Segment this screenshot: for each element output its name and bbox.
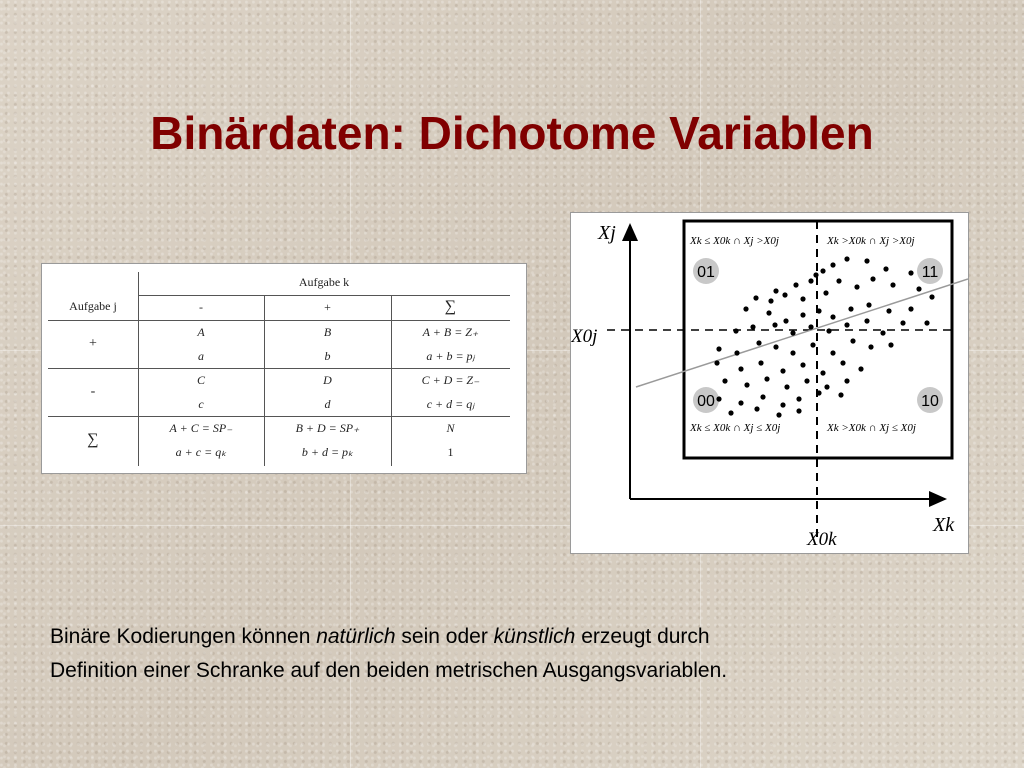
quadrant-condition-11: Xk >X0k ∩ Xj >X0j xyxy=(827,235,915,247)
scatter-point xyxy=(888,342,893,347)
scatter-point xyxy=(753,295,758,300)
quadrant-badge-00 xyxy=(693,387,719,413)
scatter-point xyxy=(738,366,743,371)
scatter-point xyxy=(844,256,849,261)
scatter-point xyxy=(854,284,859,289)
y-axis-label: Xj xyxy=(598,222,616,244)
scatter-point xyxy=(808,278,813,283)
svg-text:11: 11 xyxy=(921,264,939,281)
scatter-point xyxy=(813,272,818,277)
scatter-point xyxy=(734,350,739,355)
table-cell: a + c = qₖ xyxy=(175,445,227,459)
scatter-point xyxy=(716,396,721,401)
scatter-point xyxy=(764,376,769,381)
scatter-diagram xyxy=(570,212,969,554)
scatter-point xyxy=(929,294,934,299)
scatter-point xyxy=(722,378,727,383)
scatter-point xyxy=(796,408,801,413)
table-cell: C xyxy=(196,373,205,387)
table-cell: N xyxy=(446,421,455,435)
scatter-point xyxy=(780,368,785,373)
svg-text:00: 00 xyxy=(697,393,715,410)
scatter-point xyxy=(816,308,821,313)
table-cell: b + d = pₖ xyxy=(301,445,354,459)
table-cell: b xyxy=(324,349,331,363)
scatter-point xyxy=(800,296,805,301)
scatter-point xyxy=(768,298,773,303)
scatter-point xyxy=(826,328,831,333)
scatter-point xyxy=(924,320,929,325)
table-cell: A xyxy=(197,325,205,339)
scatter-point xyxy=(900,320,905,325)
scatter-point xyxy=(780,402,785,407)
table-cell: c xyxy=(198,397,204,411)
scatter-points xyxy=(714,256,934,417)
scatter-point xyxy=(830,262,835,267)
scatter-point xyxy=(864,318,869,323)
scatter-point xyxy=(848,306,853,311)
scatter-point xyxy=(804,378,809,383)
body-line-1 xyxy=(50,620,990,654)
svg-text:10: 10 xyxy=(921,393,939,410)
table-cell: A + B = Z₊ xyxy=(422,325,479,339)
slide-title: Binärdaten: Dichotome Variablen xyxy=(150,107,874,159)
row-label-minus: - xyxy=(90,384,96,399)
scatter-point xyxy=(883,266,888,271)
scatter-point xyxy=(773,344,778,349)
table-cell: D xyxy=(323,373,332,387)
scatter-point xyxy=(844,378,849,383)
quadrant-badge-11 xyxy=(917,258,943,284)
body-text-segment: erzeugt durch xyxy=(575,625,710,648)
y-threshold-label: X0j xyxy=(571,326,598,347)
row-group-header: Aufgabe j xyxy=(69,299,117,313)
scatter-point xyxy=(830,314,835,319)
scatter-point xyxy=(756,340,761,345)
scatter-point xyxy=(844,322,849,327)
scatter-point xyxy=(808,324,813,329)
scatter-point xyxy=(868,344,873,349)
scatter-point xyxy=(772,322,777,327)
scatter-point xyxy=(800,312,805,317)
scatter-point xyxy=(820,268,825,273)
scatter-point xyxy=(850,338,855,343)
scatter-point xyxy=(866,302,871,307)
scatter-point xyxy=(840,360,845,365)
scatter-point xyxy=(916,286,921,291)
scatter-point xyxy=(820,370,825,375)
scatter-point xyxy=(908,306,913,311)
scatter-point xyxy=(773,288,778,293)
table-cell: B xyxy=(323,325,332,339)
body-text-emphasis: künstlich xyxy=(493,625,576,648)
body-line-2: Definition einer Schranke auf den beiden metrischen Ausgangsvariablen. xyxy=(50,659,728,682)
body-text-segment: sein oder xyxy=(395,625,494,648)
quadrant-condition-00: Xk ≤ X0k ∩ Xj ≤ X0j xyxy=(690,422,781,434)
scatter-point xyxy=(824,384,829,389)
scatter-point xyxy=(760,394,765,399)
row-label-plus: + xyxy=(89,336,97,351)
scatter-point xyxy=(776,412,781,417)
col-group-header: Aufgabe k xyxy=(298,275,350,289)
table-cell: 1 xyxy=(447,445,454,459)
scatter-point xyxy=(754,406,759,411)
col-header-minus: - xyxy=(199,300,203,314)
body-text-segment: Binäre Kodierungen können xyxy=(50,625,317,648)
body-text-emphasis: natürlich xyxy=(316,625,396,648)
scatter-point xyxy=(796,396,801,401)
col-header-sum: ∑ xyxy=(444,298,457,315)
scatter-point xyxy=(750,324,755,329)
scatter-point xyxy=(714,360,719,365)
quadrant-condition-01: Xk ≤ X0k ∩ Xj >X0j xyxy=(690,235,779,247)
x-threshold-label: X0k xyxy=(807,529,837,550)
quadrant-condition-10: Xk >X0k ∩ Xj ≤ X0j xyxy=(827,422,916,434)
table-cell: A + C = SP₋ xyxy=(169,421,233,435)
table-cell: B + D = SP₊ xyxy=(295,421,360,435)
scatter-point xyxy=(836,278,841,283)
regression-line xyxy=(636,279,968,387)
scatter-point xyxy=(800,362,805,367)
scatter-point xyxy=(716,346,721,351)
x-axis-label: Xk xyxy=(933,514,955,536)
scatter-point xyxy=(810,342,815,347)
scatter-point xyxy=(728,410,733,415)
scatter-point xyxy=(858,366,863,371)
table-cell: C + D = Z₋ xyxy=(421,373,480,387)
scatter-point xyxy=(758,360,763,365)
scatter-point xyxy=(733,328,738,333)
svg-text:01: 01 xyxy=(697,264,715,281)
scatter-point xyxy=(864,258,869,263)
table-cell: a + b = pⱼ xyxy=(426,349,475,363)
scatter-point xyxy=(766,310,771,315)
scatter-point xyxy=(744,382,749,387)
scatter-point xyxy=(838,392,843,397)
quadrant-badge-10 xyxy=(917,387,943,413)
scatter-point xyxy=(793,282,798,287)
scatter-point xyxy=(886,308,891,313)
scatter-point xyxy=(908,270,913,275)
contingency-table xyxy=(41,263,527,474)
scatter-point xyxy=(816,390,821,395)
table-cell: d xyxy=(324,397,331,411)
row-label-sum: ∑ xyxy=(87,431,99,448)
col-header-plus: + xyxy=(324,300,331,314)
scatter-point xyxy=(790,330,795,335)
table-cell: c + d = qⱼ xyxy=(426,397,475,411)
scatter-point xyxy=(890,282,895,287)
scatter-point xyxy=(784,384,789,389)
quadrant-badge-01 xyxy=(693,258,719,284)
scatter-point xyxy=(743,306,748,311)
scatter-point xyxy=(790,350,795,355)
scatter-point xyxy=(880,330,885,335)
scatter-point xyxy=(738,400,743,405)
scatter-point xyxy=(830,350,835,355)
scatter-point xyxy=(823,290,828,295)
scatter-point xyxy=(782,292,787,297)
body-text xyxy=(50,620,990,688)
scatter-point xyxy=(783,318,788,323)
scatter-point xyxy=(870,276,875,281)
table-cell: a xyxy=(198,349,204,363)
